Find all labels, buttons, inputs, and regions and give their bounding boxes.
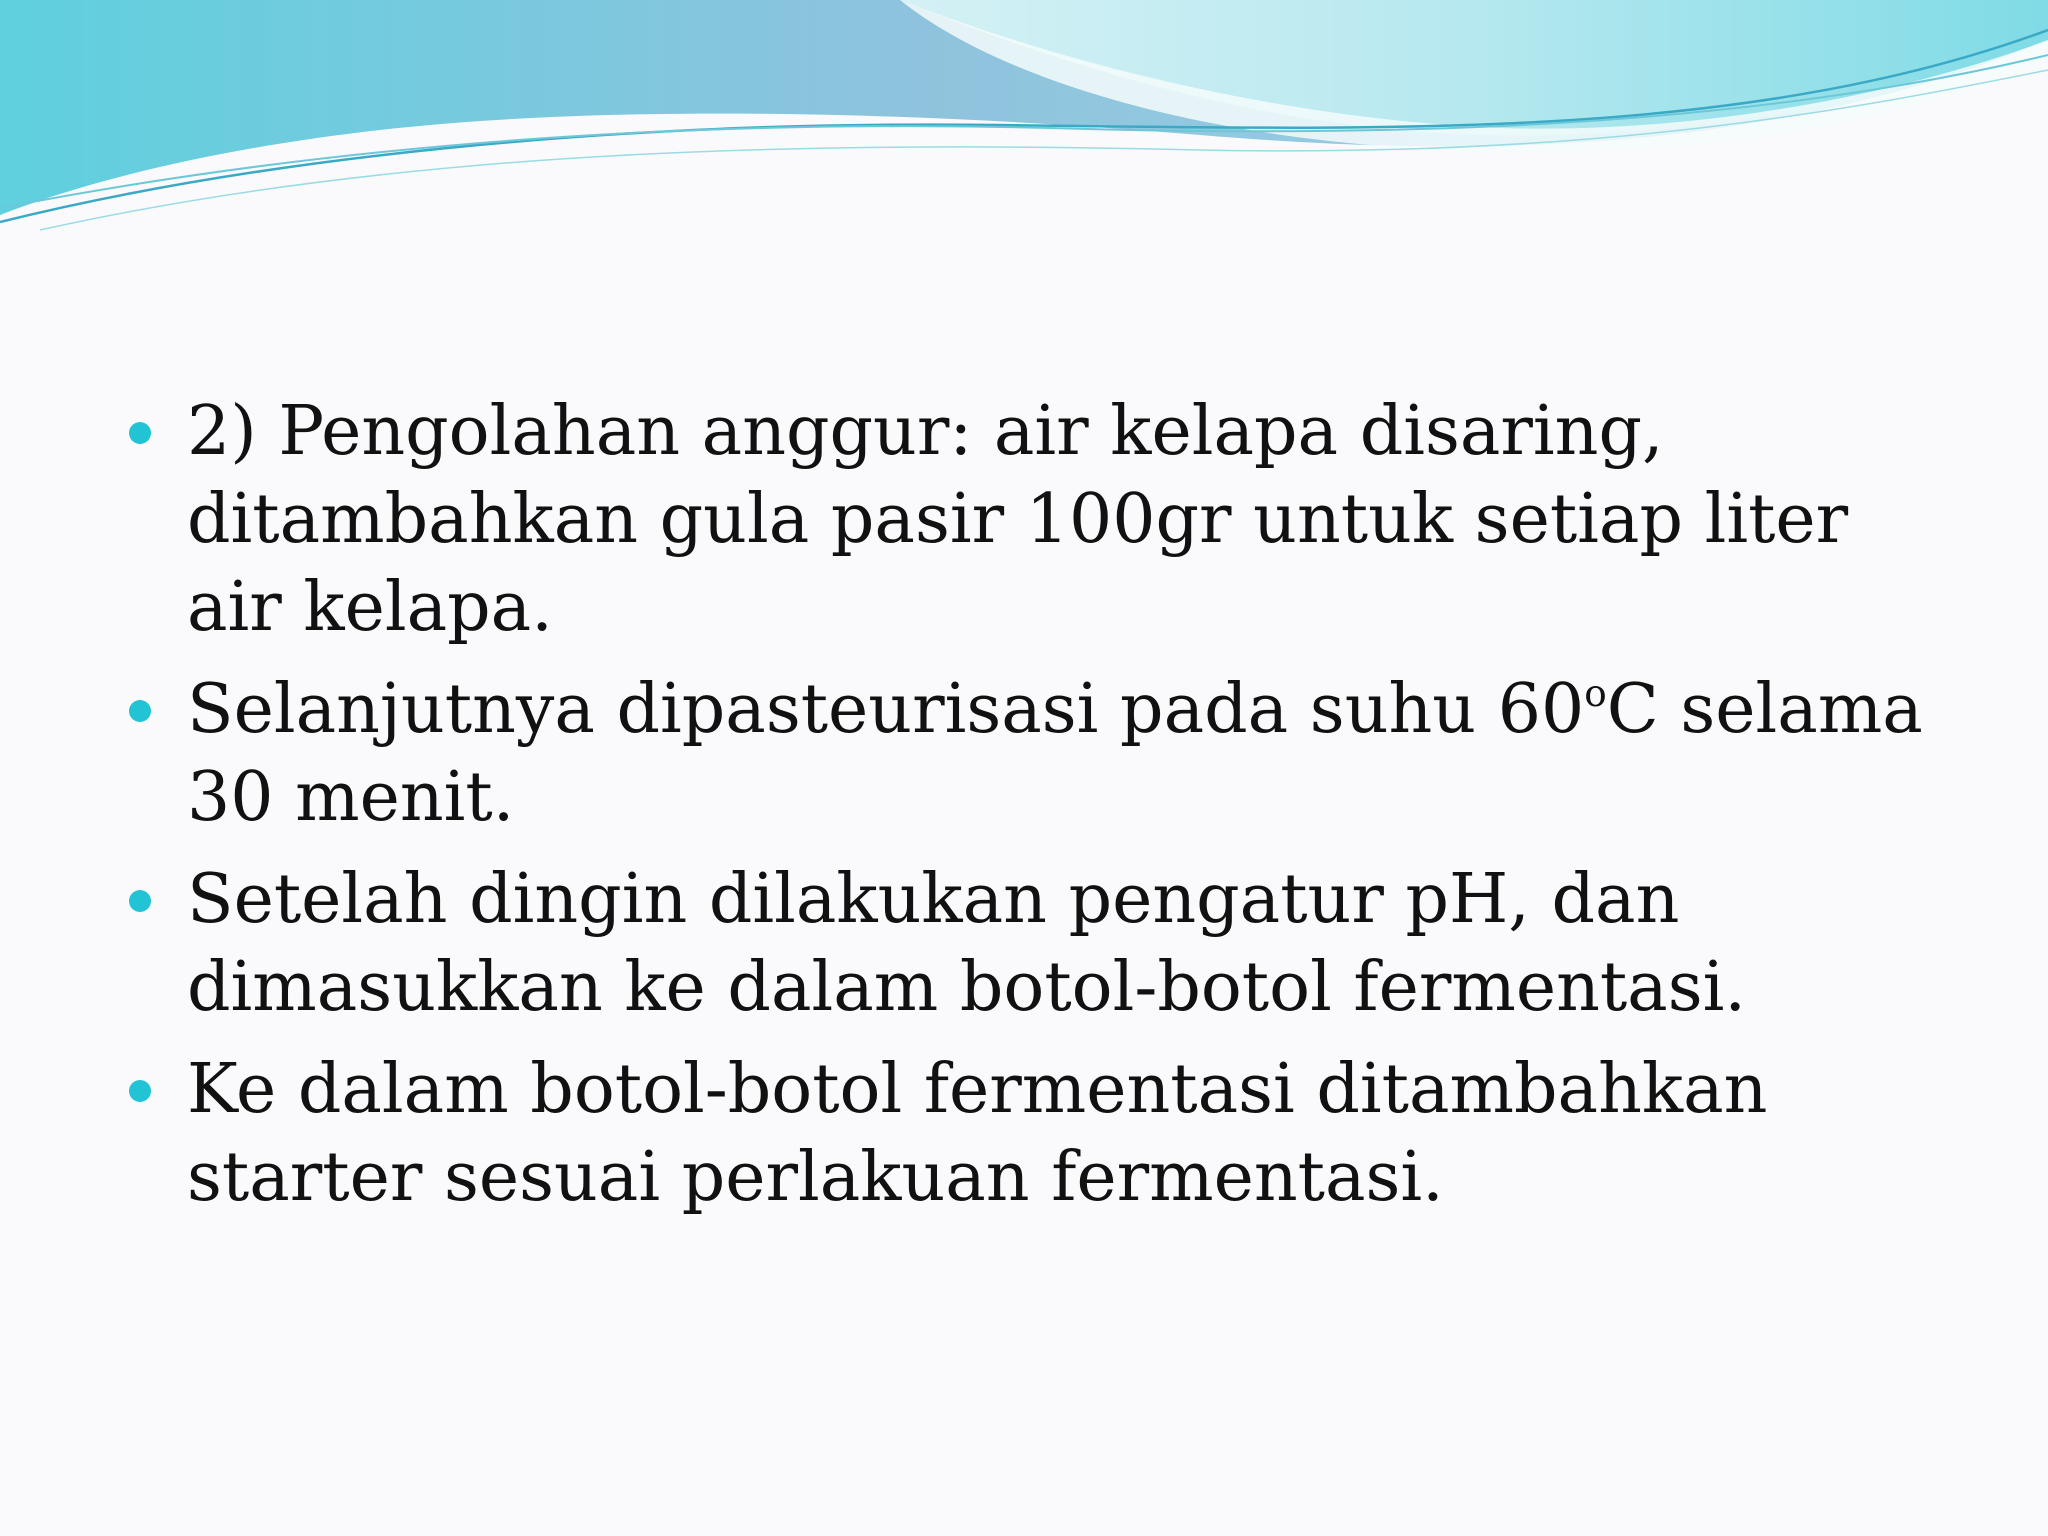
- bullet-text-before: Selanjutnya dipasteurisasi pada suhu 60: [187, 670, 1585, 749]
- bullet-item-2: [125, 666, 1925, 842]
- bullet-text: 2) Pengolahan anggur: air kelapa disaring, ditambahkan gula pasir 100gr untuk setiap liter air kelapa.: [187, 392, 1849, 647]
- bullet-item-3: [125, 856, 1925, 1032]
- bullet-list: [125, 388, 1925, 1222]
- bullet-item-4: [125, 1046, 1925, 1222]
- degree-superscript: o: [1584, 670, 1607, 715]
- bullet-text: [187, 670, 1923, 837]
- bullet-dot-icon: [129, 422, 151, 444]
- wave-header-decoration: [0, 0, 2048, 240]
- bullet-text: Ke dalam botol-botol fermentasi ditambahkan starter sesuai perlakuan fermentasi.: [187, 1050, 1768, 1217]
- bullet-text-after: C selama 30 menit.: [187, 670, 1923, 837]
- bullet-item-1: [125, 388, 1925, 652]
- bullet-dot-icon: [129, 1080, 151, 1102]
- bullet-text: Setelah dingin dilakukan pengatur pH, dan dimasukkan ke dalam botol-botol fermentasi.: [187, 860, 1746, 1027]
- bullet-dot-icon: [129, 890, 151, 912]
- bullet-dot-icon: [129, 700, 151, 722]
- slide-content: [125, 388, 1925, 1236]
